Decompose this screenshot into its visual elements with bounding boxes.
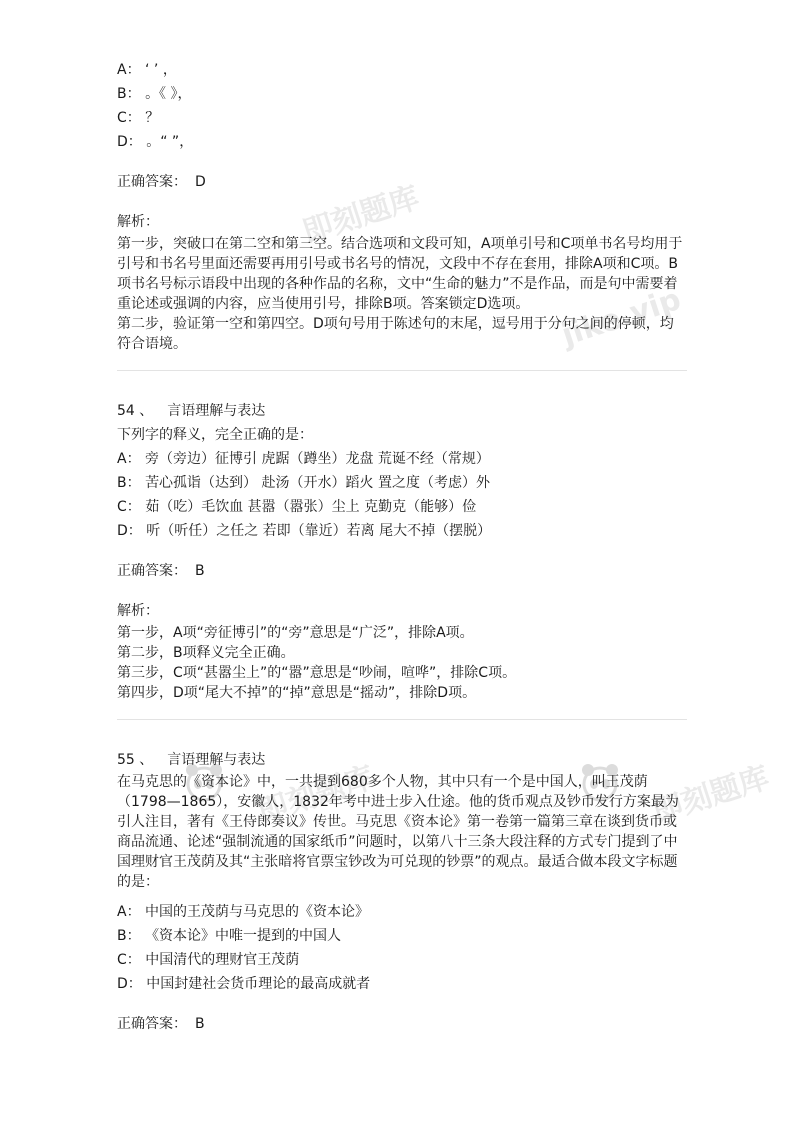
option-a[interactable]: A： ‘ ’ ， xyxy=(117,62,177,78)
correct-answer: 正确答案： B xyxy=(117,563,205,579)
watermark: 即刻题库 xyxy=(648,760,774,831)
analysis-step: 第三步，C项“甚嚣尘上”的“嚣”意思是“吵闹，喧哗”，排除C项。 xyxy=(117,665,517,681)
question-53 xyxy=(117,58,687,354)
question-stem: 下列字的释义，完全正确的是： xyxy=(117,427,313,443)
analysis-step: 第四步，D项“尾大不掉”的“掉”意思是“摇动”，排除D项。 xyxy=(117,685,477,701)
watermark: jike.vip xyxy=(557,281,686,354)
option-c[interactable]: C： ？ xyxy=(117,110,160,126)
option-d[interactable]: D： 听（听任）之任之 若即（靠近）若离 尾大不掉（摆脱） xyxy=(117,523,492,539)
document-page xyxy=(117,58,687,1036)
option-b[interactable]: B： 。《 》， xyxy=(117,86,192,102)
analysis-step: 第二步，验证第一空和第四空。D项句号用于陈述句的末尾，逗号用于分句之间的停顿，均符合语境。 xyxy=(117,316,674,352)
option-d[interactable]: D： 中国封建社会货币理论的最高成就者 xyxy=(117,976,371,992)
divider xyxy=(117,370,687,371)
divider xyxy=(117,719,687,720)
analysis-label: 解析： xyxy=(117,214,159,230)
question-55 xyxy=(117,748,687,1036)
option-c[interactable]: C： 中国清代的理财官王茂荫 xyxy=(117,952,300,968)
option-a[interactable]: A： 旁（旁边）征博引 虎踞（蹲坐）龙盘 荒诞不经（常规） xyxy=(117,451,490,467)
analysis-step: 第二步，B项释义完全正确。 xyxy=(117,645,295,661)
correct-answer: 正确答案： D xyxy=(117,174,206,190)
watermark: 即刻题库 xyxy=(298,180,424,251)
correct-answer: 正确答案： B xyxy=(117,1016,205,1032)
question-54 xyxy=(117,399,687,703)
analysis-step: 第一步，A项“旁征博引”的“旁”意思是“广泛”，排除A项。 xyxy=(117,625,474,641)
question-header: 54 、 言语理解与表达 xyxy=(117,403,266,419)
watermark: 即刻题库 xyxy=(253,760,379,831)
option-c[interactable]: C： 茹（吃）毛饮血 甚嚣（嚣张）尘上 克勤克（能够）俭 xyxy=(117,499,477,515)
option-b[interactable]: B： 苦心孤诣（达到） 赴汤（开水）蹈火 置之度（考虑）外 xyxy=(117,475,490,491)
analysis-label: 解析： xyxy=(117,603,159,619)
option-d[interactable]: D： 。“ ”， xyxy=(117,134,194,150)
question-stem: 在马克思的《资本论》中，一共提到680多个人物，其中只有一个是中国人，叫王茂荫（1798—1865），安徽人，1832年考中进士步入仕途。他的货币观点及钞币发行方案最为引人注目，著有《王侍郎奏议》传世。马克思《资本论》第一卷第一篇第三章在谈到货币或商品流通、论述“强制流通的国家纸币”问题时，以第八十三条大段注释的方式专门提到了中国理财官王茂荫及其“主张暗将官票宝钞改为可兑现的钞票”的观点。最适合做本段文字标题的是： xyxy=(117,774,679,890)
question-header: 55 、 言语理解与表达 xyxy=(117,752,266,768)
analysis-step: 第一步，突破口在第二空和第三空。结合选项和文段可知，A项单引号和C项单书名号均用于引号和书名号里面还需要再用引号或书名号的情况，文段中不存在套用，排除A项和C项。B项书名号标示语段中出现的各种作品的名称，文中“生命的魅力”不是作品，而是句中需要着重论述或强调的内容，应当使用引号，排除B项。答案锁定D选项。 xyxy=(117,236,683,312)
option-b[interactable]: B： 《资本论》中唯一提到的中国人 xyxy=(117,928,342,944)
option-a[interactable]: A： 中国的王茂荫与马克思的《资本论》 xyxy=(117,904,370,920)
